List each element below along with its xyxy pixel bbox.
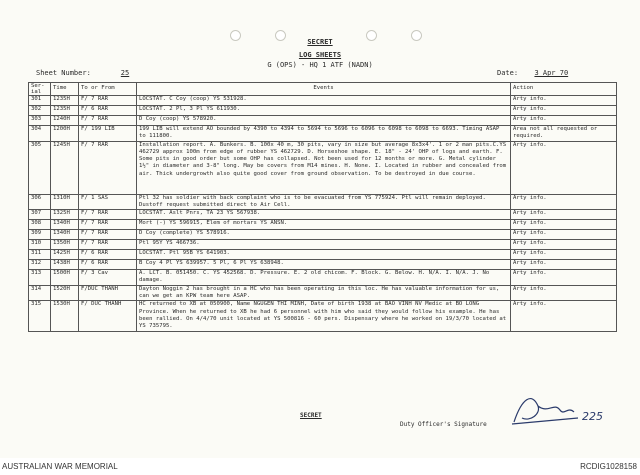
time-cell: 1310H: [51, 194, 79, 210]
time-cell: 1200H: [51, 126, 79, 142]
to-from-cell: F/ 7 RAR: [79, 220, 137, 230]
to-from-cell: F/ 7 RAR: [79, 116, 137, 126]
to-from-cell: F/ 1 SAS: [79, 194, 137, 210]
handwritten-signature: [508, 388, 618, 428]
action-cell: Arty info.: [511, 260, 617, 270]
serial-cell: 302: [29, 106, 51, 116]
serial-cell: 303: [29, 116, 51, 126]
table-row: [29, 240, 617, 250]
table-header-row: [29, 83, 617, 96]
event-cell: Mort (-) YS 596915, Elem of mortars YS ANSN.: [137, 220, 511, 230]
event-cell: B Coy 4 Pl YS 639957. 5 Pl, 6 Pl YS 638948.: [137, 260, 511, 270]
event-cell: Dayton Noggin 2 has brought in a HC who has been operating in this loc. He has valuable information for us, can we get an KPW team here ASAP.: [137, 285, 511, 301]
action-cell: Arty info.: [511, 210, 617, 220]
serial-cell: 306: [29, 194, 51, 210]
action-cell: Arty info.: [511, 270, 617, 286]
time-cell: 1520H: [51, 285, 79, 301]
serial-cell: 312: [29, 260, 51, 270]
archive-name: AUSTRALIAN WAR MEMORIAL: [2, 462, 118, 471]
table-row: [29, 230, 617, 240]
table-row: [29, 210, 617, 220]
log-table-body: [29, 96, 617, 332]
sheet-number-label: Sheet Number:: [36, 69, 91, 77]
event-cell: Installation report. A. Bunkers. B. 100x 40 m, 30 pits, vary in size but average 8x3x4'. 1 or 2 man pits.C.YS 462729 approx 100m from edge of rubber YS 462729. D. Horseshoe shape. E. 18" - 24' OHP of logs and earth. F. Some pits in good order but some OHP has collapsed. Not been used for 12 months or more. G. Metal cylinder 1½" in diameter and 3-8" long. May be covers from M14 mines. H. None. I. Located in rubber and concealed from air. Thick undergrowth also quite good cover from ground observation. To be destroyed in due course.: [137, 141, 511, 194]
table-row: [29, 285, 617, 301]
to-from-cell: F/ 3 Cav: [79, 270, 137, 286]
action-cell: Arty info.: [511, 230, 617, 240]
action-cell: Arty info.: [511, 96, 617, 106]
event-cell: D Coy (coop) YS 578920.: [137, 116, 511, 126]
archive-footer-bar: [0, 458, 640, 475]
event-cell: A. LCT. B. 051450. C. YS 452568. D. Pressure. E. 2 old chicom. F. Block. G. Below. H. N/A. I. N/A. J. No damage.: [137, 270, 511, 286]
action-cell: Arty info.: [511, 240, 617, 250]
to-from-cell: F/ 7 RAR: [79, 230, 137, 240]
table-row: [29, 116, 617, 126]
to-from-cell: F/ 7 RAR: [79, 240, 137, 250]
time-cell: 1350H: [51, 240, 79, 250]
action-cell: Arty info.: [511, 220, 617, 230]
event-cell: D Coy (complete) YS 578916.: [137, 230, 511, 240]
action-cell: Arty info.: [511, 106, 617, 116]
event-cell: 199 LIB will extend AO bounded by 4390 to 4394 to 5694 to 5696 to 6096 to 6098 to 6098 to 6693. Timing ASAP to 111800.: [137, 126, 511, 142]
event-cell: Ptl 95Y YS 466736.: [137, 240, 511, 250]
sheet-number-value: 25: [120, 69, 130, 77]
classification-top: SECRET: [307, 38, 333, 46]
to-from-cell: F/DUC THANH: [79, 285, 137, 301]
serial-cell: 311: [29, 250, 51, 260]
table-row: [29, 141, 617, 194]
event-cell: LOCSTAT. Ptl 95B YS 641903.: [137, 250, 511, 260]
time-cell: 1245H: [51, 141, 79, 194]
action-cell: Area not all requested or required.: [511, 126, 617, 142]
col-header-serial: Ser- ial: [29, 83, 51, 96]
col-header-events: Events: [137, 83, 511, 96]
table-row: [29, 106, 617, 116]
col-header-to-from: To or From: [79, 83, 137, 96]
table-row: [29, 126, 617, 142]
time-cell: 1325H: [51, 210, 79, 220]
serial-cell: 313: [29, 270, 51, 286]
to-from-cell: F/ 6 RAR: [79, 250, 137, 260]
table-row: [29, 194, 617, 210]
time-cell: 1235H: [51, 106, 79, 116]
date-field: [497, 69, 580, 77]
serial-cell: 308: [29, 220, 51, 230]
sheet-number: [36, 69, 155, 77]
table-row: [29, 270, 617, 286]
action-cell: Arty info.: [511, 250, 617, 260]
to-from-cell: F/ 7 RAR: [79, 210, 137, 220]
time-cell: 1438H: [51, 260, 79, 270]
serial-cell: 314: [29, 285, 51, 301]
page-title: LOG SHEETS: [298, 51, 342, 59]
duty-officer-signature-line: [400, 421, 487, 428]
to-from-cell: F/ DUC THANH: [79, 301, 137, 331]
serial-cell: 309: [29, 230, 51, 240]
time-cell: 1235H: [51, 96, 79, 106]
duty-officer-label: Duty Officer's Signature: [400, 421, 487, 428]
date-value: 3 Apr 70: [534, 69, 569, 77]
to-from-cell: F/ 7 RAR: [79, 96, 137, 106]
event-cell: LOCSTAT. 2 Pl, 3 Pl YS 611930.: [137, 106, 511, 116]
to-from-cell: F/ 199 LIB: [79, 126, 137, 142]
time-cell: 1530H: [51, 301, 79, 331]
table-row: [29, 250, 617, 260]
action-cell: Arty info.: [511, 141, 617, 194]
to-from-cell: F/ 6 RAR: [79, 106, 137, 116]
time-cell: 1425H: [51, 250, 79, 260]
time-cell: 1500H: [51, 270, 79, 286]
event-cell: LOCSTAT. Aslt Pnrs, TA 23 YS 567938.: [137, 210, 511, 220]
archive-record-id: RCDIG1028158: [580, 462, 637, 471]
table-row: [29, 260, 617, 270]
table-row: [29, 96, 617, 106]
col-header-time: Time: [51, 83, 79, 96]
serial-cell: 301: [29, 96, 51, 106]
serial-cell: 310: [29, 240, 51, 250]
event-cell: HC returned to XB at 050900, Name NGUGEN THI MINH, Date of birth 1938 at BAO VINH NV Medic at BO LONG Province. When he returned to XB he had 6 personnel with him who said they would follow his example. He has been rallied. On 4/4/70 unit located at YS 500816 - 60 pers. Dispensary where he worked on 19/3/70 located at YS 735795.: [137, 301, 511, 331]
event-cell: LOCSTAT. C Coy (coop) YS 531928.: [137, 96, 511, 106]
event-cell: Ptl 32 has soldier with back complaint who is to be evacuated from YS 775924. Ptl will remain deployed. Dustoff request submitted direct to Air Cell.: [137, 194, 511, 210]
unit-line: G (OPS) - HQ 1 ATF (NADN): [267, 61, 373, 69]
serial-cell: 305: [29, 141, 51, 194]
date-label: Date:: [497, 69, 519, 77]
classification-bottom: SECRET: [300, 412, 322, 419]
serial-cell: 315: [29, 301, 51, 331]
signature-mark: 225: [582, 410, 603, 423]
action-cell: Arty info.: [511, 285, 617, 301]
action-cell: Arty info.: [511, 116, 617, 126]
table-row: [29, 301, 617, 331]
action-cell: Arty info.: [511, 301, 617, 331]
to-from-cell: F/ 7 RAR: [79, 141, 137, 194]
table-row: [29, 220, 617, 230]
time-cell: 1340H: [51, 230, 79, 240]
time-cell: 1340H: [51, 220, 79, 230]
col-header-action: Action: [511, 83, 617, 96]
serial-cell: 304: [29, 126, 51, 142]
action-cell: Arty info.: [511, 194, 617, 210]
log-table: [28, 82, 617, 332]
serial-cell: 307: [29, 210, 51, 220]
time-cell: 1240H: [51, 116, 79, 126]
to-from-cell: F/ 6 RAR: [79, 260, 137, 270]
